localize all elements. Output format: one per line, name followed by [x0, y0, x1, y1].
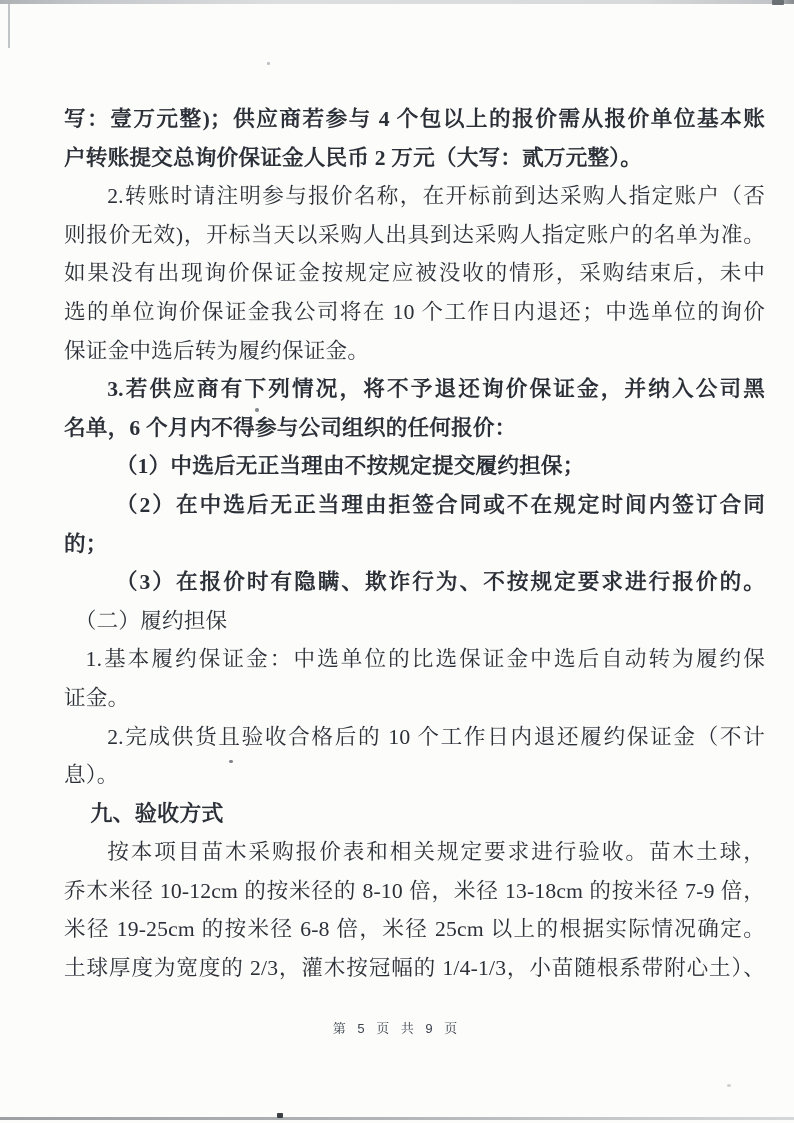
- text-line: 乔木米径 10-12cm 的按米径的 8-10 倍，米径 13-18cm 的按米径 7-9 倍，: [64, 878, 765, 903]
- text-line: 2.完成供货且验收合格后的 10 个工作日内退还履约保证金（不计: [107, 724, 765, 749]
- text-line: 则报价无效)，开标当天以采购人出具到达采购人指定账户的名单为准。: [64, 222, 765, 247]
- text-line: 的；: [64, 531, 108, 556]
- scan-speck: [772, 0, 784, 5]
- text-line: 写：壹万元整)；供应商若参与 4 个包以上的报价需从报价单位基本账: [64, 107, 765, 131]
- text-line: 3.若供应商有下列情况，将不予退还询价保证金，并纳入公司黑: [107, 377, 765, 402]
- text-line: （1）中选后无正当理由不按规定提交履约担保；: [115, 454, 585, 479]
- text-line: 米径 19-25cm 的按米径 6-8 倍，米径 25cm 以上的根据实际情况确定。: [64, 917, 765, 942]
- scan-speck: [267, 62, 270, 65]
- page-number-footer: 第 5 页 共 9 页: [332, 1021, 462, 1036]
- text-line: 户转账提交总询价保证金人民币 2 万元（大写：贰万元整）。: [64, 145, 643, 170]
- text-line: 1.基本履约保证金：中选单位的比选保证金中选后自动转为履约保: [85, 647, 765, 672]
- section-heading: 九、验收方式: [90, 800, 224, 826]
- text-line: 息）。: [64, 763, 119, 788]
- text-line: （3）在报价时有隐瞒、欺诈行为、不按规定要求进行报价的。: [115, 570, 765, 595]
- scan-bottom-edge-artifact: [0, 1117, 794, 1120]
- text-line: 选的单位询价保证金我公司将在 10 个工作日内退还；中选单位的询价: [64, 299, 765, 324]
- scan-speck: [727, 1084, 731, 1087]
- text-line: 2.转账时请注明参与报价名称，在开标前到达采购人指定账户（否: [107, 184, 765, 209]
- text-line: 按本项目苗木采购报价表和相关规定要求进行验收。苗木土球，: [107, 840, 765, 865]
- scan-top-edge-artifact: [0, 0, 794, 4]
- text-line: 土球厚度为宽度的 2/3，灌木按冠幅的 1/4-1/3，小苗随根系带附心土）、: [64, 956, 765, 981]
- text-line: （2）在中选后无正当理由拒签合同或不在规定时间内签订合同: [115, 492, 765, 517]
- text-line: 如果没有出现询价保证金按规定应被没收的情形，采购结束后，未中: [64, 261, 765, 286]
- text-line: 证金。: [64, 685, 130, 710]
- text-line: 名单，6 个月内不得参与公司组织的任何报价：: [64, 415, 517, 440]
- scan-speck: [277, 1113, 283, 1118]
- document-body: [64, 100, 765, 988]
- text-line: （二）履约担保: [74, 608, 228, 633]
- scan-left-edge-artifact: [8, 4, 10, 48]
- text-line: 保证金中选后转为履约保证金。: [64, 338, 370, 363]
